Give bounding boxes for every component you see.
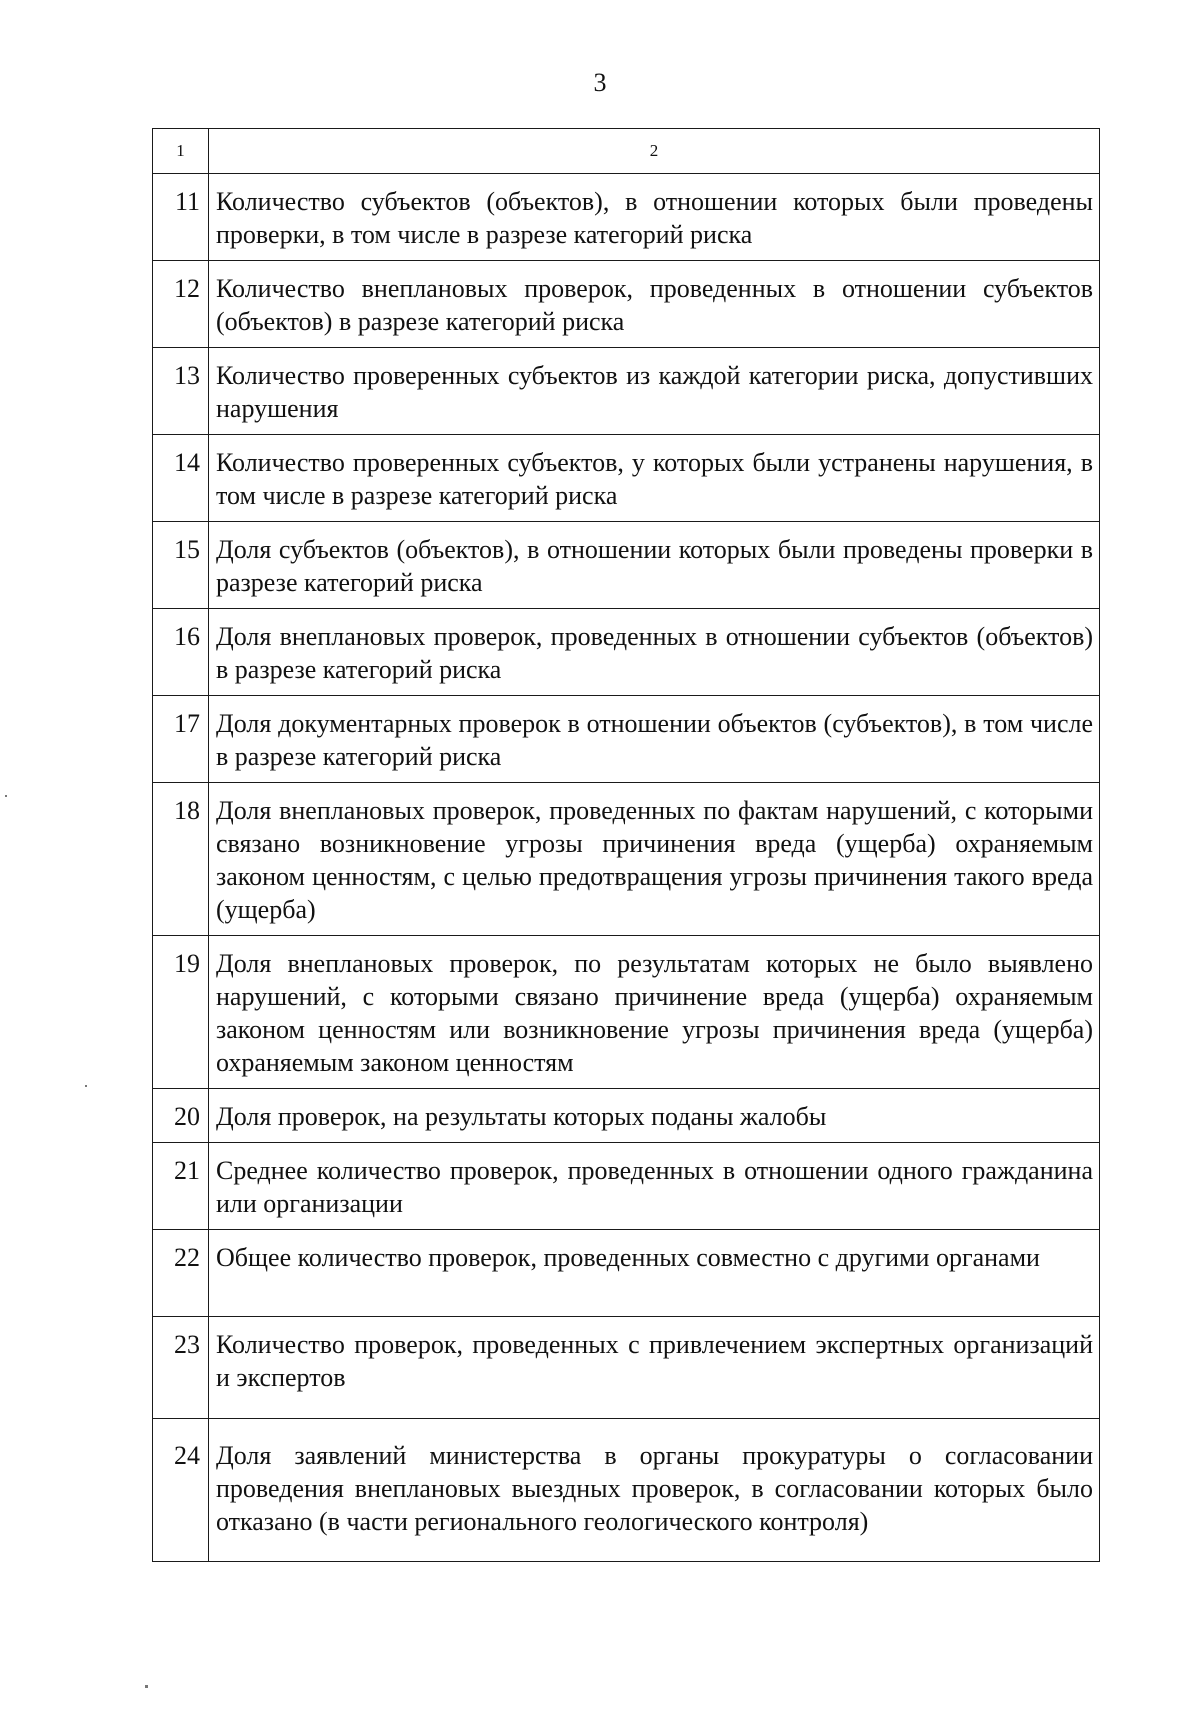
row-number: 18	[153, 783, 209, 936]
scan-speck	[5, 795, 7, 797]
row-number: 15	[153, 522, 209, 609]
row-text: Общее количество проверок, проведенных совместно с другими органами	[209, 1230, 1100, 1317]
table-row	[153, 1230, 1100, 1317]
table-row	[153, 1317, 1100, 1419]
table-row	[153, 609, 1100, 696]
row-text: Доля документарных проверок в отношении объектов (субъектов), в том числе в разрезе категорий риска	[209, 696, 1100, 783]
row-number: 19	[153, 936, 209, 1089]
row-text: Доля субъектов (объектов), в отношении которых были проведены проверки в разрезе категорий риска	[209, 522, 1100, 609]
row-text: Доля проверок, на результаты которых поданы жалобы	[209, 1089, 1100, 1143]
header-col-2: 2	[209, 129, 1100, 174]
row-number: 17	[153, 696, 209, 783]
table-body	[153, 129, 1100, 1562]
table-header-row	[153, 129, 1100, 174]
row-number: 12	[153, 261, 209, 348]
row-text: Доля заявлений министерства в органы прокуратуры о согласовании проведения внеплановых выездных проверок, в согласовании которых было отказано (в части регионального геологического контроля)	[209, 1419, 1100, 1562]
table-row	[153, 696, 1100, 783]
table-row	[153, 174, 1100, 261]
row-text: Доля внеплановых проверок, по результатам которых не было выявлено нарушений, с которыми связано причинение вреда (ущерба) охраняемым законом ценностям или возникновение угрозы причинения вреда (ущерба) охраняемым законом ценностям	[209, 936, 1100, 1089]
table-row	[153, 348, 1100, 435]
row-number: 22	[153, 1230, 209, 1317]
row-text: Доля внеплановых проверок, проведенных в отношении субъектов (объектов) в разрезе категорий риска	[209, 609, 1100, 696]
row-text: Количество субъектов (объектов), в отношении которых были проведены проверки, в том числе в разрезе категорий риска	[209, 174, 1100, 261]
table-row	[153, 1419, 1100, 1562]
table-row	[153, 783, 1100, 936]
row-number: 23	[153, 1317, 209, 1419]
indicators-table	[152, 128, 1100, 1562]
scan-speck	[85, 1085, 87, 1087]
page-number: 3	[593, 68, 607, 97]
row-text: Количество внеплановых проверок, проведенных в отношении субъектов (объектов) в разрезе категорий риска	[209, 261, 1100, 348]
scan-speck	[145, 1685, 148, 1688]
row-text: Доля внеплановых проверок, проведенных по фактам нарушений, с которыми связано возникновение угрозы причинения вреда (ущерба) охраняемым законом ценностям, с целью предотвращения угрозы причинения такого вреда (ущерба)	[209, 783, 1100, 936]
row-number: 20	[153, 1089, 209, 1143]
row-text: Количество проверенных субъектов из каждой категории риска, допустивших нарушения	[209, 348, 1100, 435]
row-number: 16	[153, 609, 209, 696]
table-row	[153, 1089, 1100, 1143]
row-number: 14	[153, 435, 209, 522]
row-number: 13	[153, 348, 209, 435]
table-row	[153, 435, 1100, 522]
row-number: 24	[153, 1419, 209, 1562]
row-text: Среднее количество проверок, проведенных в отношении одного гражданина или организации	[209, 1143, 1100, 1230]
row-text: Количество проверенных субъектов, у которых были устранены нарушения, в том числе в разрезе категорий риска	[209, 435, 1100, 522]
header-col-1: 1	[153, 129, 209, 174]
table-row	[153, 522, 1100, 609]
row-number: 11	[153, 174, 209, 261]
table-row	[153, 936, 1100, 1089]
row-number: 21	[153, 1143, 209, 1230]
row-text: Количество проверок, проведенных с привлечением экспертных организаций и экспертов	[209, 1317, 1100, 1419]
table-row	[153, 1143, 1100, 1230]
table-row	[153, 261, 1100, 348]
